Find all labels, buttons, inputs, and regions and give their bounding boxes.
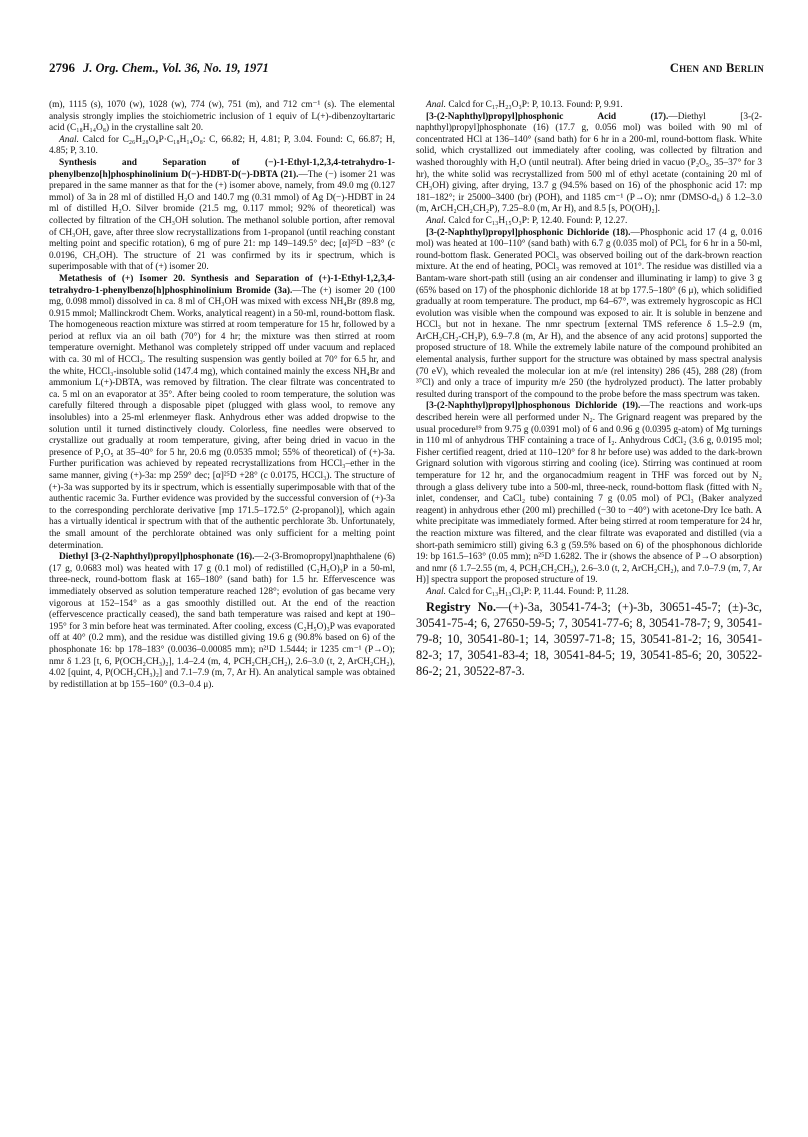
paragraph: Synthesis and Separation of (−)-1-Ethyl-1,2,3,4-tetrahydro-1-phenylbenzo[h]phosphinolinium D(−)-HDBT-D(−)-DBTA (21).—The (−) isomer 21 was prepared in the same manner as that for the (+) isomer above, namely, from 49.0 mg (0.127 mmol) of 3a in 28 ml of distilled H₂O and 140.7 mg (0.31 mmol) of Ag D(−)-HDBT in 24 ml of distilled H₂O. Silver bromide (21.5 mg, 0.117 mmol; 92% of theoretical) was collected by filtration of the CH₃OH solution. The methanol soluble portion, after removal of CH₃OH, gave, after three slow recrystallizations from 1-propanol (until reaching constant melting point and specific rotation), 6 mg of pure 21: mp 149–149.5° dec; [α]²⁵D −83° (c 0.0196, CH₃OH). The structure of 21 was confirmed by its ir spectrum, which is superimposable with that of (+) isomer 20. bbox=[49, 157, 395, 273]
two-column-body bbox=[49, 100, 764, 691]
page-number: 2796 bbox=[49, 60, 75, 75]
journal-citation: J. Org. Chem., Vol. 36, No. 19, 1971 bbox=[83, 61, 269, 75]
paragraph: Anal. Calcd for C₁₃H₁₅O₃P: P, 12.40. Found: P, 12.27. bbox=[426, 215, 628, 226]
paragraph: Metathesis of (+) Isomer 20. Synthesis and Separation of (+)-1-Ethyl-1,2,3,4-tetrahydro-1-phenylbenzo[h]phosphinolinium Bromide (3a).—The (+) isomer 20 (100 mg, 0.098 mmol) dissolved in ca. 8 ml of CH₃OH was mixed with excess NH₄Br (89.8 mg, 0.915 mmol; Mallinckrodt Chem. Works, analytical reagent) in a 50-ml, round-bottom flask. The homogeneous reaction mixture was stirred at room temperature for 15 hr, followed by a period at reflux via an oil bath (70°) for 4 hr; the mixture was then stirred at room temperature overnight. Methanol was completely stripped off under vacuum and replaced with ca. 30 ml of HCCl₃. The resulting suspension was gently boiled at 70° for 6.5 hr, and the white, HCCl₃-insoluble solid (147.4 mg), which contained mainly the excess NH₄Br and ammonium L(+)-DBTA, was removed by filtration. The clear filtrate was concentrated to ca. 5 ml on an evaporator at 35°. After being cooled to room temperature, the solution was carefully filtered through a disposable pipet (plugged with glass wool, to remove any insolubles) into a 25-ml erlenmeyer flask. Anhydrous ether was added dropwise to the solution until it turned distinctively cloudy. Colorless, fine needles were observed to crystallize out gradually at room temperature, giving, after being dried in vacuo in the presence of P₂O₅ at 35–40° for 5 hr, 20.6 mg (0.0535 mmol; 55% of theoretical) of (+)-3a. Further purification was achieved by repeated recrystallizations from HCCl₃–ether in the same manner, giving (+)-3a: mp 259° dec; [α]²⁵D +28° (c 0.0175, HCCl₃). The structure of (+)-3a was supported by its ir spectrum, which is essentially superimposable with that of the authentic racemic 3a. Further evidence was provided by the successful conversion of (+)-3a to the corresponding perchlorate derivative [mp 171.5–172.5° (2-propanol)], which again has a virtually identical ir spectrum with that of the authentic perchlorate 3b. Unfortunately, the small amount of the perchlorate obtained was only sufficient for a melting point determination. bbox=[49, 273, 395, 551]
running-header bbox=[49, 60, 764, 80]
paragraph: (m), 1115 (s), 1070 (w), 1028 (w), 774 (w), 751 (m), and 712 cm⁻¹ (s). The elemental analysis strongly implies the stoichiometric inclusion of 1 equiv of L(+)-dibenzoyltartaric acid (C₁₈H₁₄O₈) in the crystalline salt 20. bbox=[49, 100, 395, 134]
registry-numbers: Registry No.—(+)-3a, 30541-74-3; (+)-3b, 30651-45-7; (±)-3c, 30541-75-4; 6, 27650-59-5; 7, 30541-77-6; 8, 30541-78-7; 9, 30541-79-8; 10, 30541-80-1; 14, 30597-71-8; 15, 30541-81-2; 16, 30541-82-3; 17, 30541-83-4; 18, 30541-84-5; 19, 30541-85-6; 20, 30522-86-2; 21, 30522-87-3. bbox=[416, 599, 762, 678]
paragraph: [3-(2-Naphthyl)propyl]phosphonic Dichloride (18).—Phosphonic acid 17 (4 g, 0.016 mol) was heated at 100–110° (sand bath) with 6.7 g (0.035 mol) of PCl₅ for 6 hr in a 50-ml, round-bottom flask. Generated POCl₃ was observed boiling out of the dark-brown reaction mixture. At the end of heating, POCl₃ was removed at 101°. The residue was distilled via a Bantam-ware short-path still (using an air condenser and illuminating ir lamp) to give 3 g (65% based on 17) of the phosphonic dichloride 18 at bp 177.5–180° (6 μ), which solidified gradually at room temperature. The product, mp 64–67°, was extremely hygroscopic as HCl evolution was visible when the compound was exposed to air. It is soluble in benzene and HCCl₃ but not in hexane. The nmr spectrum [external TMS reference δ 1.5–2.9 (m, ArCH₂CH₂-CH₂P), 6.9–7.8 (m, Ar H), and the absence of any acid protons] supported the proposed structure of 18. While the extremely labile nature of the compound prohibited an elemental analysis, further support for the structure was obtained by mass spectral analysis (70 eV), which revealed the molecular ion at m/e (rel intensity) 286 (45), 288 (28) (from ³⁷Cl) and only a trace of impurity m/e 250 (the hydrolyzed product). The latter probably resulted during transport of the compound to the probe before the mass spectrum was taken. bbox=[416, 227, 762, 400]
paragraph: [3-(2-Naphthyl)propyl]phosphonous Dichloride (19).—The reactions and work-ups described herein were all performed under N₂. The Grignard reagent was prepared by the usual procedure¹⁹ from 9.75 g (0.0391 mol) of 6 and 0.96 g (0.0395 g-atom) of Mg turnings in 110 ml of anhydrous THF containing a trace of I₂. Anhydrous CdCl₂ (3.6 g, 0.0195 mol; Fisher certified reagent, dried at 110–120° for 8 hr before use) was added to the dark-brown Grignard solution with vigorous stirring and cooling (ice). Stirring was continued at room temperature for 12 hr, and the organocadmium reagent in THF was forced out by N₂ through a glass delivery tube into a 500-ml, three-neck, round-bottom flask (fitted with N₂ inlet, condenser, and CaCl₂ tube) containing 7 g (0.05 mol) of PCl₃ (Baker analyzed reagent) in anhydrous ether (200 ml) prechilled (−30 to −40°) with acetone-Dry Ice bath. A white precipitate was immediately formed. After being stirred at room temperature for 24 hr, the reaction mixture was filtered, and the clear filtrate was evaporated and distilled (via a short-path semimicro still) giving 6.3 g (59.5% based on 6) of the phosphonous dichloride 19: bp 161.5–163° (0.05 mm); n²⁵D 1.6282. The ir (shows the absence of P→O absorption) and nmr (δ 1.7–2.55 (m, 4, PCH₂CH₂CH₂), 2.6–3.0 (t, 2, ArCH₂CH₂), and 7.0–7.9 (m, 7, Ar H)] spectra support the proposed structure of 19. bbox=[416, 401, 763, 586]
running-authors: Chen and Berlin bbox=[669, 61, 764, 75]
left-column bbox=[49, 100, 395, 691]
right-column bbox=[416, 100, 762, 691]
paragraph: [3-(2-Naphthyl)propyl]phosphonic Acid (17).—Diethyl [3-(2-naphthyl)propyl]phosphonate (16) (17.7 g, 0.056 mol) was boiled with 90 ml of concentrated HCl at 136–140° (sand bath) for 6 hr in a 200-ml, round-bottom flask. White solid, which crystallized out immediately after cooling, was collected by filtration and washed thoroughly with H₂O (until neutral). After being dried in vacuo (P₂O₅, 35–37° for 3 hr), the white solid was recrystallized from 500 ml of ethyl acetate (containing 20 ml of CH₃OH) giving, after drying, 13.7 g (94.5% based on 16) of the phosphonic acid 17: mp 181–182°; ir 25000–3400 (br) (POH), and 1185 cm⁻¹ (P→O); nmr (DMSO-d₆) δ 1.2–3.0 (m, ArCH₂CH₂CH₂P), 7.25–8.0 (m, Ar H), and 8.5 [s, PO(OH)₂]. bbox=[416, 111, 762, 215]
paragraph: Anal. Calcd for C₂₆H₂₈O₈P·C₁₈H₁₄O₈: C, 66.82; H, 4.81; P, 3.04. Found: C, 66.87; H, 4.85; P, 3.10. bbox=[49, 134, 395, 157]
paragraph: Anal. Calcd for C₁₇H₂₃O₃P: P, 10.13. Found: P, 9.91. bbox=[426, 100, 623, 110]
paragraph: Anal. Calcd for C₁₃H₁₃Cl₂P: P, 11.44. Found: P, 11.28. bbox=[426, 586, 629, 597]
paragraph: Diethyl [3-(2-Naphthyl)propyl]phosphonate (16).—2-(3-Bromopropyl)naphthalene (6) (17 g, 0.0683 mol) was heated with 17 g (0.1 mol) of redistilled (C₂H₅O)₃P in a 50-ml, three-neck, round-bottom flask at 165–180° (sand bath) for 1.5 hr. Effervescence was immediately observed as solution temperature reached 128°; evolution of gas became very vigorous at 152–154° as a gas smoothly distilled out. At the end of the reaction (effervescence practically ceased), the sand bath temperature was raised and kept at 190–195° for 3 min before heat was terminated. After cooling, excess (C₂H₅O)₃P was evaporated off at 40° (0.2 mm), and the residue was distilled giving 19.6 g (90.8% based on 6) of the phosphonate 16: bp 178–183° (0.0036–0.00085 mm); n²¹D 1.5444; ir 1235 cm⁻¹ (P→O); nmr δ 1.23 [t, 6, P(OCH₂CH₃)₂], 1.4–2.4 (m, 4, PCH₂CH₂CH₂), 2.6–3.0 (t, 2, ArCH₂CH₂), 4.02 [quint, 4, P(OCH₂CH₃)₂] and 7.1–7.9 (m, 7, Ar H). An analytical sample was obtained by redistillation at bp 155–160° (0.3–0.4 μ). bbox=[49, 552, 396, 690]
